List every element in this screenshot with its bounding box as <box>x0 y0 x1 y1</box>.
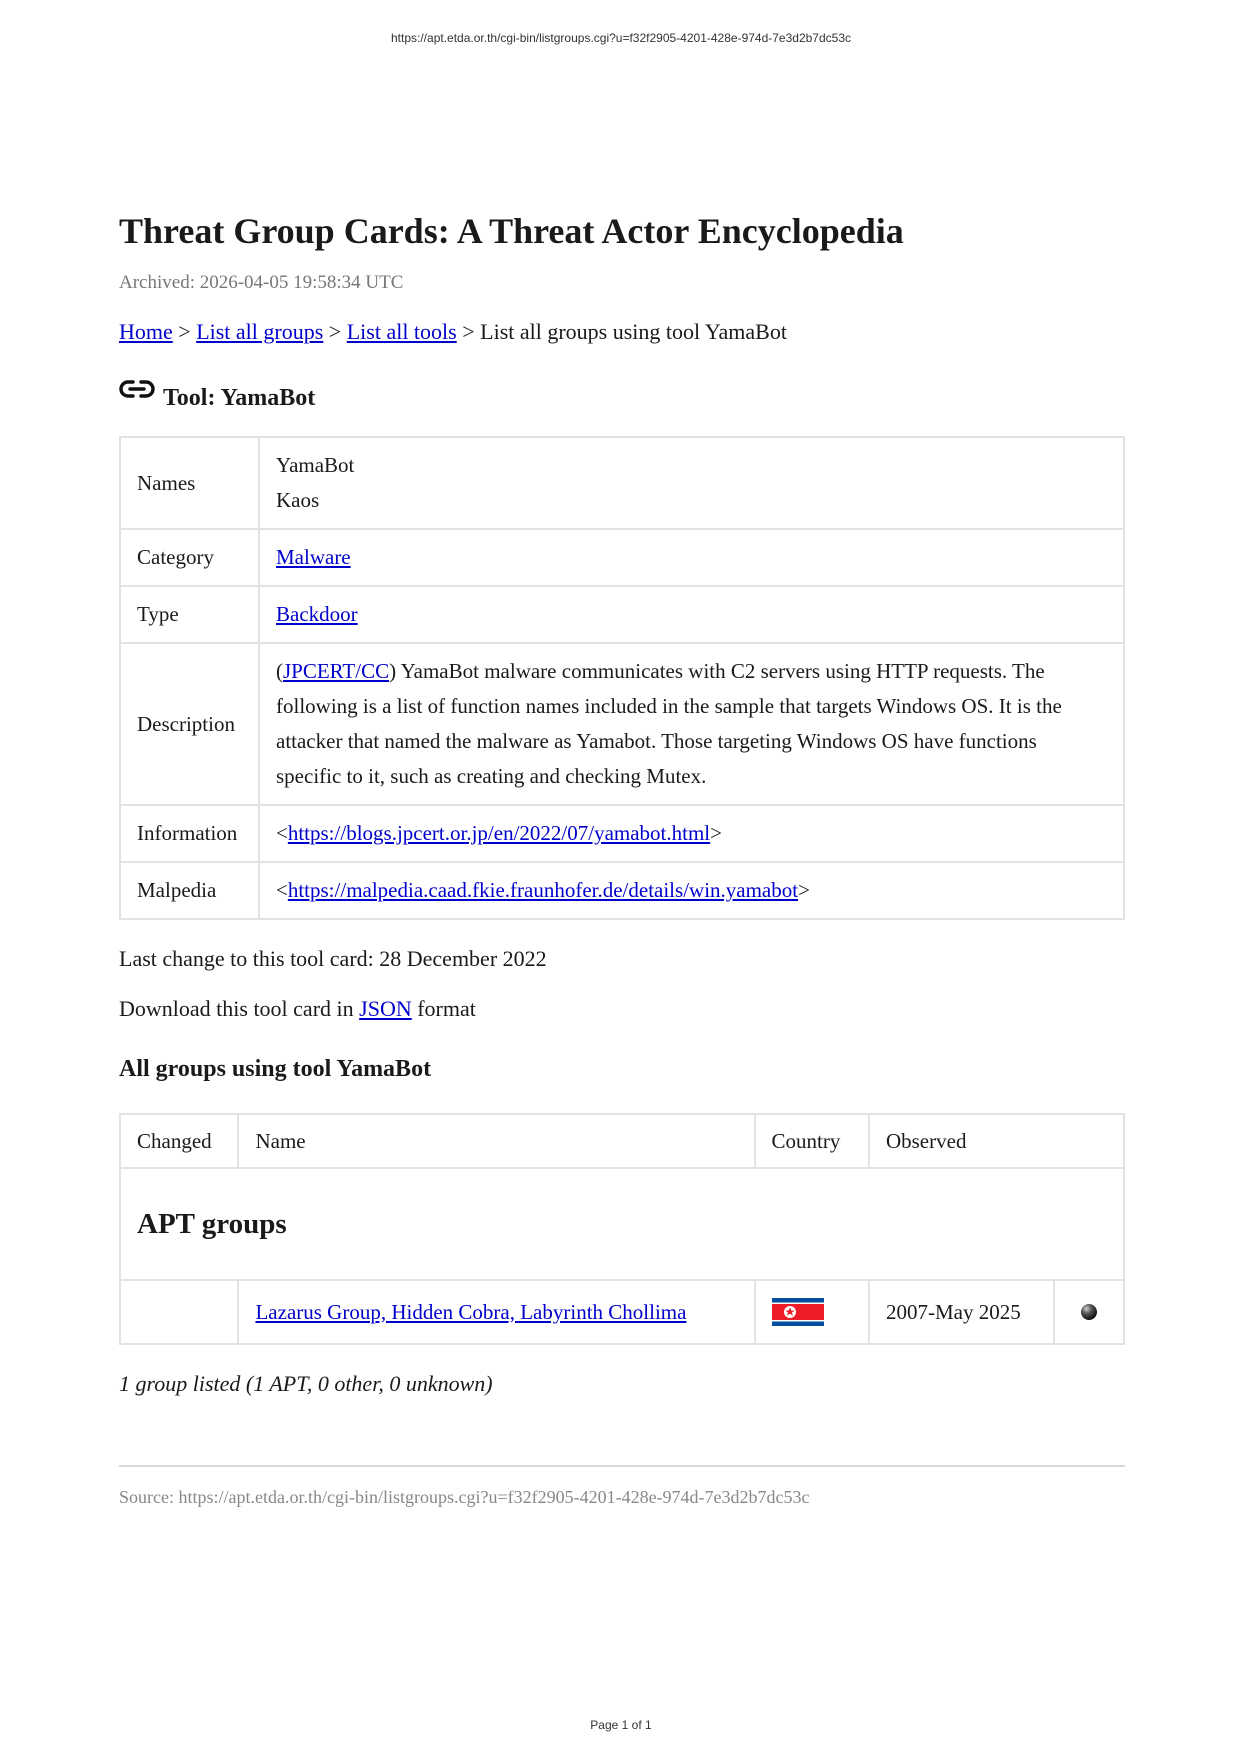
last-change-text: Last change to this tool card: 28 December 2022 <box>119 946 547 971</box>
section-title: APT groups <box>120 1168 1124 1280</box>
country-cell <box>755 1280 869 1344</box>
names-label: Names <box>120 437 259 529</box>
groups-section-row <box>120 1168 1124 1280</box>
type-link[interactable]: Backdoor <box>276 602 358 626</box>
page-number: Page 1 of 1 <box>590 1718 652 1732</box>
breadcrumb-all-groups-link[interactable]: List all groups <box>196 319 324 344</box>
print-header-url: https://apt.etda.or.th/cgi-bin/listgroups.cgi?u=f32f2905-4201-428e-974d-7e3d2b7dc53c <box>391 31 851 45</box>
download-suffix: format <box>417 996 476 1021</box>
dark-sphere-icon <box>1080 1303 1098 1321</box>
breadcrumb-all-tools-link[interactable]: List all tools <box>346 319 457 344</box>
information-label: Information <box>120 805 259 862</box>
link-icon <box>119 378 155 400</box>
main-content <box>119 210 1125 1508</box>
source-url: Source: https://apt.etda.or.th/cgi-bin/listgroups.cgi?u=f32f2905-4201-428e-974d-7e3d2b7dc53c <box>119 1487 810 1507</box>
description-label: Description <box>120 643 259 805</box>
malpedia-row <box>120 862 1124 919</box>
category-link[interactable]: Malware <box>276 545 351 569</box>
names-value <box>259 437 1124 529</box>
observed-cell: 2007-May 2025 <box>869 1280 1054 1344</box>
page-title: Threat Group Cards: A Threat Actor Encyclopedia <box>119 211 904 251</box>
names-row <box>120 437 1124 529</box>
tool-info-table <box>119 436 1125 920</box>
information-link[interactable]: https://blogs.jpcert.or.jp/en/2022/07/yamabot.html <box>287 821 711 845</box>
description-source-link[interactable]: JPCERT/CC <box>283 659 390 683</box>
malpedia-link[interactable]: https://malpedia.caad.fkie.fraunhofer.de/details/win.yamabot <box>287 878 799 902</box>
breadcrumb-separator: > <box>462 319 475 344</box>
tool-heading-text: Tool: YamaBot <box>163 385 316 411</box>
breadcrumb-separator: > <box>178 319 191 344</box>
angle-open: < <box>276 821 288 845</box>
header-changed: Changed <box>120 1114 238 1168</box>
group-link[interactable]: Lazarus Group, Hidden Cobra, Labyrinth Chollima <box>255 1299 687 1324</box>
breadcrumb-home-link[interactable]: Home <box>119 319 173 344</box>
header-observed: Observed <box>869 1114 1124 1168</box>
header-country: Country <box>755 1114 869 1168</box>
breadcrumb-current: List all groups using tool YamaBot <box>480 319 787 344</box>
information-row <box>120 805 1124 862</box>
name-entry: YamaBot <box>276 453 355 477</box>
footer-divider <box>119 1465 1125 1467</box>
description-value <box>259 643 1124 805</box>
breadcrumb <box>119 319 1125 345</box>
angle-close: > <box>710 821 722 845</box>
download-line <box>119 996 1125 1022</box>
description-text: ) YamaBot malware communicates with C2 servers using HTTP requests. The following is a list of function names included in the sample that targets Windows OS. It is the attacker that named the malware as Yamabot. Those targeting Windows OS have functions specific to it, such as creating and checking Mutex. <box>276 659 1062 788</box>
category-row <box>120 529 1124 586</box>
groups-heading: All groups using tool YamaBot <box>119 1056 432 1082</box>
type-label: Type <box>120 586 259 643</box>
category-label: Category <box>120 529 259 586</box>
header-name: Name <box>238 1114 754 1168</box>
download-prefix: Download this tool card in <box>119 996 354 1021</box>
status-cell <box>1054 1280 1124 1344</box>
description-paren: ( <box>276 659 283 683</box>
description-row <box>120 643 1124 805</box>
archived-timestamp: Archived: 2026-04-05 19:58:34 UTC <box>119 272 404 293</box>
north-korea-flag-icon <box>772 1298 824 1326</box>
json-download-link[interactable]: JSON <box>359 996 412 1021</box>
name-entry: Kaos <box>276 488 320 512</box>
type-row <box>120 586 1124 643</box>
angle-open: < <box>276 878 288 902</box>
tool-heading <box>119 378 1125 412</box>
groups-table-header <box>120 1114 1124 1168</box>
groups-table <box>119 1113 1125 1345</box>
angle-close: > <box>798 878 810 902</box>
table-row <box>120 1280 1124 1344</box>
groups-summary: 1 group listed (1 APT, 0 other, 0 unknown) <box>119 1371 493 1396</box>
malpedia-label: Malpedia <box>120 862 259 919</box>
breadcrumb-separator: > <box>328 319 342 344</box>
changed-cell <box>120 1280 238 1344</box>
